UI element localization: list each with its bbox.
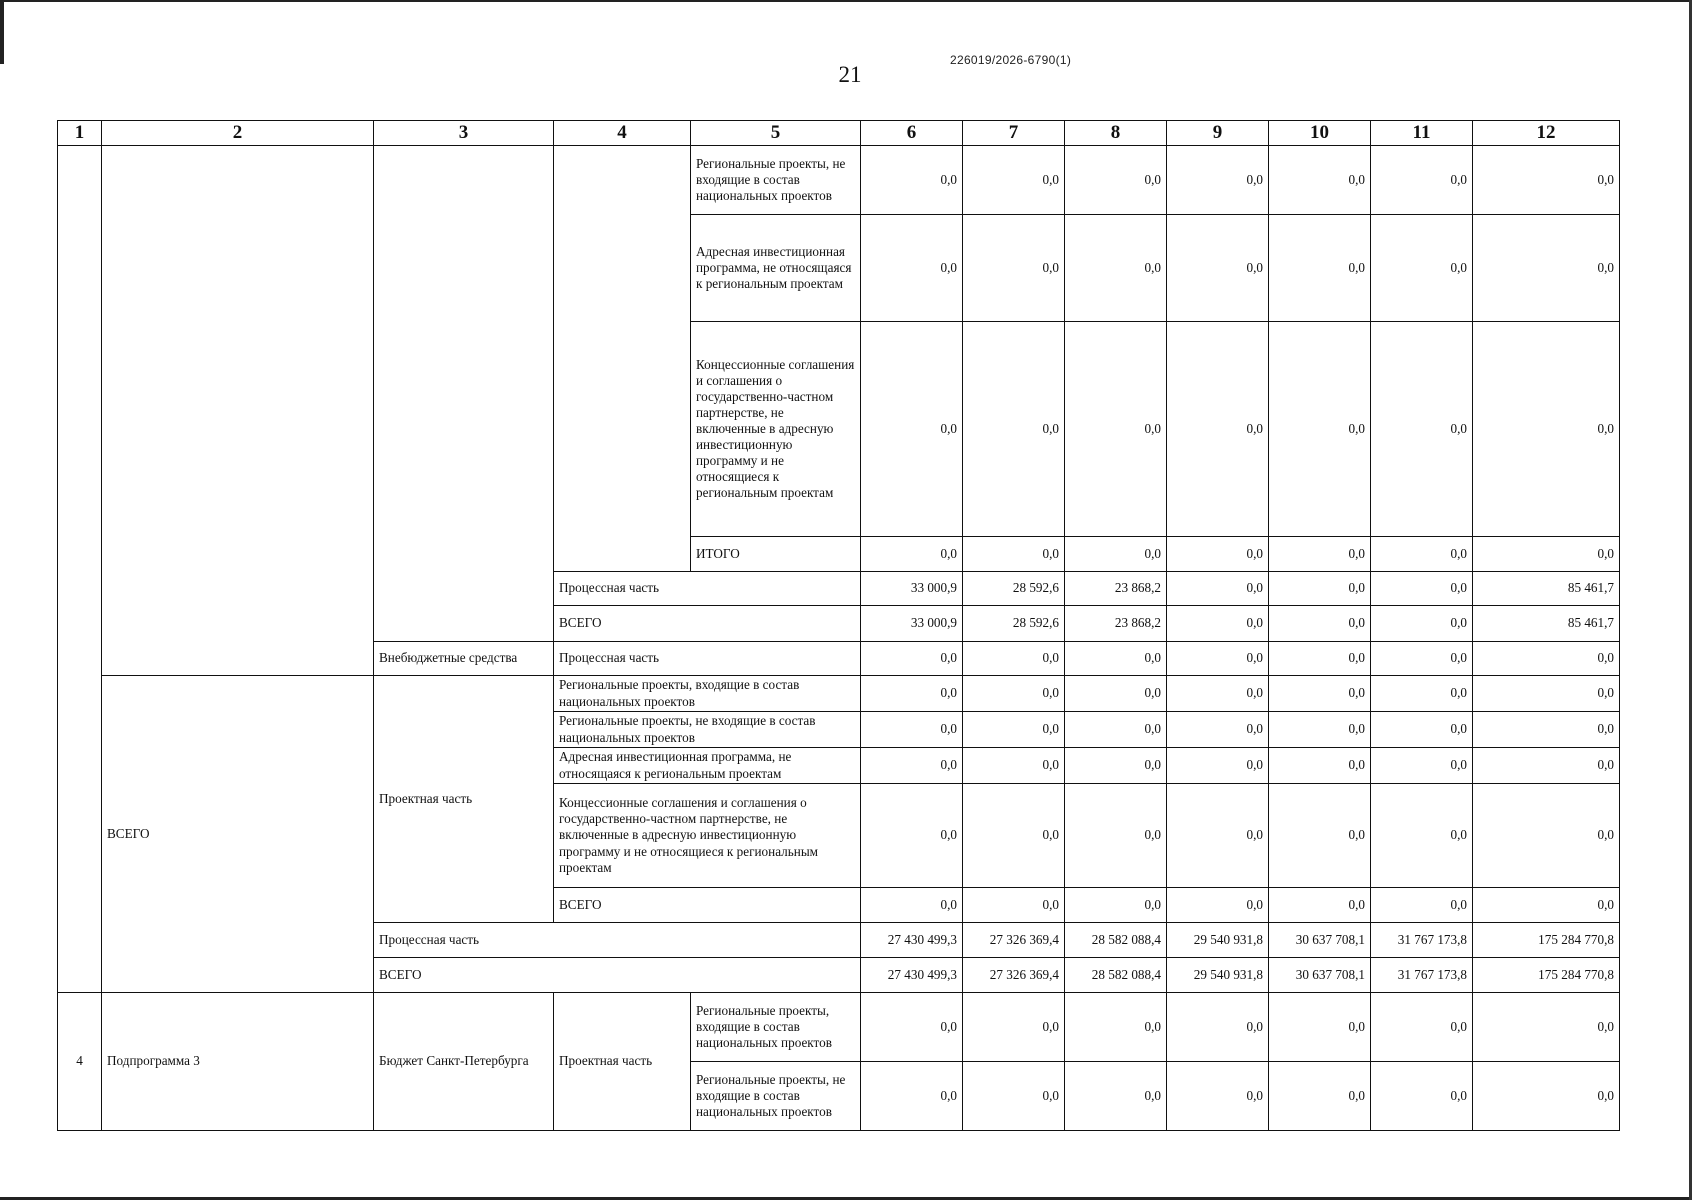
value-cell: 30 637 708,1: [1269, 958, 1371, 993]
value-cell: 0,0: [963, 784, 1065, 888]
item-label: ВСЕГО: [374, 958, 861, 993]
value-cell: 0,0: [1269, 215, 1371, 322]
column-header: 4: [554, 121, 691, 146]
value-cell: 0,0: [1371, 146, 1473, 215]
value-cell: 0,0: [1065, 215, 1167, 322]
value-cell: 0,0: [1065, 1062, 1167, 1131]
row-number: 4: [58, 993, 102, 1131]
value-cell: 0,0: [1269, 748, 1371, 784]
value-cell: 0,0: [1065, 888, 1167, 923]
value-cell: 0,0: [1167, 642, 1269, 676]
value-cell: 0,0: [1269, 888, 1371, 923]
value-cell: 0,0: [963, 993, 1065, 1062]
value-cell: 0,0: [1371, 888, 1473, 923]
value-cell: 27 326 369,4: [963, 923, 1065, 958]
program-label: Подпрограмма 3: [102, 993, 374, 1131]
value-cell: 0,0: [1269, 322, 1371, 537]
column-header: 8: [1065, 121, 1167, 146]
value-cell: 0,0: [1167, 676, 1269, 712]
value-cell: 0,0: [861, 146, 963, 215]
value-cell: 175 284 770,8: [1473, 958, 1620, 993]
value-cell: 0,0: [1167, 784, 1269, 888]
value-cell: 31 767 173,8: [1371, 923, 1473, 958]
value-cell: 0,0: [1473, 888, 1620, 923]
value-cell: 0,0: [1371, 993, 1473, 1062]
value-cell: 0,0: [1167, 572, 1269, 606]
value-cell: 0,0: [1473, 215, 1620, 322]
value-cell: 0,0: [1269, 606, 1371, 642]
value-cell: 0,0: [1269, 1062, 1371, 1131]
item-label: Региональные проекты, не входящие в состав национальных проектов: [691, 146, 861, 215]
value-cell: 30 637 708,1: [1269, 923, 1371, 958]
source-label: Бюджет Санкт-Петербурга: [374, 993, 554, 1131]
value-cell: 0,0: [1371, 572, 1473, 606]
value-cell: 0,0: [1065, 146, 1167, 215]
column-header: 6: [861, 121, 963, 146]
value-cell: 0,0: [1065, 993, 1167, 1062]
table-row: [58, 146, 1620, 215]
value-cell: 0,0: [1065, 784, 1167, 888]
value-cell: 0,0: [1167, 712, 1269, 748]
value-cell: 0,0: [861, 537, 963, 572]
column-header: 5: [691, 121, 861, 146]
value-cell: 0,0: [1371, 606, 1473, 642]
value-cell: 0,0: [861, 784, 963, 888]
part-label: Проектная часть: [554, 993, 691, 1131]
item-label: Региональные проекты, входящие в состав национальных проектов: [554, 676, 861, 712]
value-cell: 0,0: [1473, 537, 1620, 572]
item-label: Концессионные соглашения и соглашения о государственно-частном партнерстве, не включенные в адресную инвестиционную программу и не относящиеся к региональным проектам: [554, 784, 861, 888]
budget-table: [57, 120, 1620, 1131]
value-cell: 0,0: [1167, 215, 1269, 322]
grand-total-label: ВСЕГО: [102, 676, 374, 993]
value-cell: 0,0: [1065, 676, 1167, 712]
program-cell: [102, 146, 374, 676]
value-cell: 0,0: [861, 215, 963, 322]
value-cell: 0,0: [1065, 748, 1167, 784]
value-cell: 0,0: [1371, 748, 1473, 784]
value-cell: 0,0: [1065, 537, 1167, 572]
row-number-cell: [58, 146, 102, 993]
item-label: Процессная часть: [554, 572, 861, 606]
value-cell: 0,0: [1269, 712, 1371, 748]
value-cell: 0,0: [1371, 642, 1473, 676]
value-cell: 0,0: [861, 676, 963, 712]
value-cell: 175 284 770,8: [1473, 923, 1620, 958]
value-cell: 0,0: [963, 712, 1065, 748]
table-row: [58, 993, 1620, 1062]
value-cell: 0,0: [1269, 572, 1371, 606]
item-label: Концессионные соглашения и соглашения о государственно-частном партнерстве, не включенные в адресную инвестиционную программу и не относящиеся к региональным проектам: [691, 322, 861, 537]
value-cell: 29 540 931,8: [1167, 958, 1269, 993]
column-number-row: [58, 121, 1620, 146]
value-cell: 0,0: [1473, 712, 1620, 748]
value-cell: 0,0: [1269, 676, 1371, 712]
value-cell: 0,0: [963, 146, 1065, 215]
value-cell: 0,0: [861, 642, 963, 676]
value-cell: 0,0: [963, 888, 1065, 923]
value-cell: 0,0: [1371, 322, 1473, 537]
project-part-label: Проектная часть: [374, 676, 554, 923]
value-cell: 85 461,7: [1473, 572, 1620, 606]
value-cell: 0,0: [963, 322, 1065, 537]
source-label: Внебюджетные средства: [374, 642, 554, 676]
item-label: Региональные проекты, не входящие в состав национальных проектов: [691, 1062, 861, 1131]
value-cell: 0,0: [1473, 784, 1620, 888]
value-cell: 0,0: [861, 712, 963, 748]
value-cell: 0,0: [1269, 642, 1371, 676]
value-cell: 0,0: [1473, 993, 1620, 1062]
value-cell: 0,0: [1473, 642, 1620, 676]
value-cell: 28 582 088,4: [1065, 923, 1167, 958]
value-cell: 33 000,9: [861, 606, 963, 642]
value-cell: 0,0: [963, 748, 1065, 784]
value-cell: 0,0: [1473, 748, 1620, 784]
value-cell: 0,0: [1167, 993, 1269, 1062]
document-code: 226019/2026-6790(1): [950, 53, 1072, 67]
column-header: 12: [1473, 121, 1620, 146]
value-cell: 0,0: [1269, 537, 1371, 572]
column-header: 7: [963, 121, 1065, 146]
value-cell: 27 430 499,3: [861, 958, 963, 993]
column-header: 2: [102, 121, 374, 146]
item-label: ВСЕГО: [554, 888, 861, 923]
item-label: Адресная инвестиционная программа, не относящаяся к региональным проектам: [691, 215, 861, 322]
value-cell: 0,0: [1473, 322, 1620, 537]
value-cell: 23 868,2: [1065, 606, 1167, 642]
scan-edge-left: [0, 0, 4, 64]
value-cell: 85 461,7: [1473, 606, 1620, 642]
page-number: 21: [838, 62, 862, 87]
value-cell: 0,0: [1371, 1062, 1473, 1131]
item-label: Региональные проекты, не входящие в состав национальных проектов: [554, 712, 861, 748]
source-cell: [374, 146, 554, 642]
value-cell: 29 540 931,8: [1167, 923, 1269, 958]
scan-edge-top: [0, 0, 1692, 2]
column-header: 1: [58, 121, 102, 146]
value-cell: 0,0: [1269, 993, 1371, 1062]
value-cell: 0,0: [1269, 784, 1371, 888]
value-cell: 0,0: [1371, 215, 1473, 322]
value-cell: 0,0: [1065, 322, 1167, 537]
value-cell: 28 582 088,4: [1065, 958, 1167, 993]
value-cell: 33 000,9: [861, 572, 963, 606]
value-cell: 31 767 173,8: [1371, 958, 1473, 993]
column-header: 10: [1269, 121, 1371, 146]
value-cell: 0,0: [1167, 322, 1269, 537]
column-header: 3: [374, 121, 554, 146]
value-cell: 0,0: [1371, 676, 1473, 712]
item-label: ВСЕГО: [554, 606, 861, 642]
value-cell: 0,0: [861, 888, 963, 923]
item-label: Процессная часть: [374, 923, 861, 958]
value-cell: 0,0: [1371, 712, 1473, 748]
value-cell: 28 592,6: [963, 572, 1065, 606]
value-cell: 0,0: [1167, 888, 1269, 923]
column-header: 9: [1167, 121, 1269, 146]
value-cell: 0,0: [861, 748, 963, 784]
value-cell: 0,0: [1473, 676, 1620, 712]
value-cell: 0,0: [861, 1062, 963, 1131]
value-cell: 0,0: [963, 676, 1065, 712]
value-cell: 0,0: [963, 215, 1065, 322]
value-cell: 0,0: [1371, 537, 1473, 572]
value-cell: 0,0: [1167, 1062, 1269, 1131]
value-cell: 0,0: [1065, 642, 1167, 676]
table-row: [58, 676, 1620, 712]
value-cell: 0,0: [1473, 146, 1620, 215]
value-cell: 23 868,2: [1065, 572, 1167, 606]
item-label: Адресная инвестиционная программа, не относящаяся к региональным проектам: [554, 748, 861, 784]
value-cell: 28 592,6: [963, 606, 1065, 642]
value-cell: 0,0: [1167, 748, 1269, 784]
value-cell: 0,0: [861, 993, 963, 1062]
value-cell: 0,0: [1167, 146, 1269, 215]
value-cell: 0,0: [963, 537, 1065, 572]
part-cell: [554, 146, 691, 572]
value-cell: 0,0: [861, 322, 963, 537]
value-cell: 0,0: [1269, 146, 1371, 215]
column-header: 11: [1371, 121, 1473, 146]
item-label: ИТОГО: [691, 537, 861, 572]
value-cell: 0,0: [1065, 712, 1167, 748]
value-cell: 0,0: [1473, 1062, 1620, 1131]
value-cell: 0,0: [963, 1062, 1065, 1131]
value-cell: 0,0: [1371, 784, 1473, 888]
item-label: Процессная часть: [554, 642, 861, 676]
value-cell: 0,0: [1167, 606, 1269, 642]
value-cell: 0,0: [1167, 537, 1269, 572]
value-cell: 27 430 499,3: [861, 923, 963, 958]
value-cell: 0,0: [963, 642, 1065, 676]
value-cell: 27 326 369,4: [963, 958, 1065, 993]
item-label: Региональные проекты, входящие в состав национальных проектов: [691, 993, 861, 1062]
